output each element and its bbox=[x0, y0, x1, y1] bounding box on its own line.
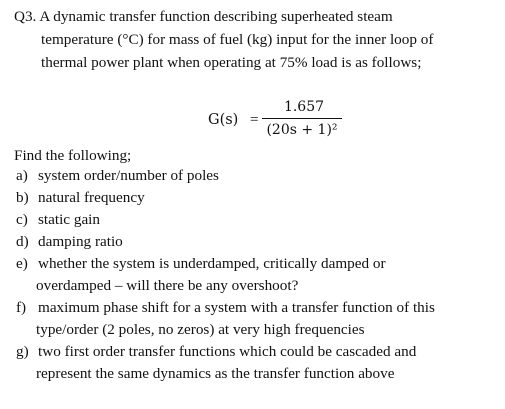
item-text: two first order transfer functions which could be cascaded and bbox=[38, 343, 417, 360]
item-text: maximum phase shift for a system with a transfer function of this bbox=[38, 299, 435, 316]
item-label: a) bbox=[16, 167, 28, 184]
item-text: damping ratio bbox=[38, 233, 123, 250]
item-label: g) bbox=[16, 343, 29, 360]
item-text: system order/number of poles bbox=[38, 167, 219, 184]
fraction-bar bbox=[262, 118, 342, 119]
question-line-1: Q3. A dynamic transfer function describing superheated steam bbox=[14, 8, 393, 25]
item-label: b) bbox=[16, 189, 29, 206]
transfer-function-equation bbox=[208, 98, 368, 148]
equation-denominator: (20s + 1)² bbox=[266, 122, 338, 138]
question-line-3: thermal power plant when operating at 75% load is as follows; bbox=[41, 54, 422, 71]
list-item-e-continuation: overdamped – will there be any overshoot? bbox=[36, 277, 299, 294]
equation-equals: = bbox=[250, 112, 259, 128]
item-label: f) bbox=[16, 299, 27, 316]
find-label: Find the following; bbox=[14, 147, 132, 164]
equation-numerator: 1.657 bbox=[283, 99, 325, 115]
list-item-g-continuation: represent the same dynamics as the transfer function above bbox=[36, 365, 395, 382]
equation-fraction bbox=[262, 98, 342, 139]
item-label: e) bbox=[16, 255, 28, 272]
item-text: static gain bbox=[38, 211, 100, 228]
item-label: c) bbox=[16, 211, 28, 228]
item-text: natural frequency bbox=[38, 189, 145, 206]
question-line-2: temperature (°C) for mass of fuel (kg) input for the inner loop of bbox=[41, 31, 434, 48]
item-text: whether the system is underdamped, critically damped or bbox=[38, 255, 386, 272]
item-label: d) bbox=[16, 233, 29, 250]
equation-lhs: G(s) bbox=[208, 112, 239, 128]
list-item-f-continuation: type/order (2 poles, no zeros) at very high frequencies bbox=[36, 321, 365, 338]
